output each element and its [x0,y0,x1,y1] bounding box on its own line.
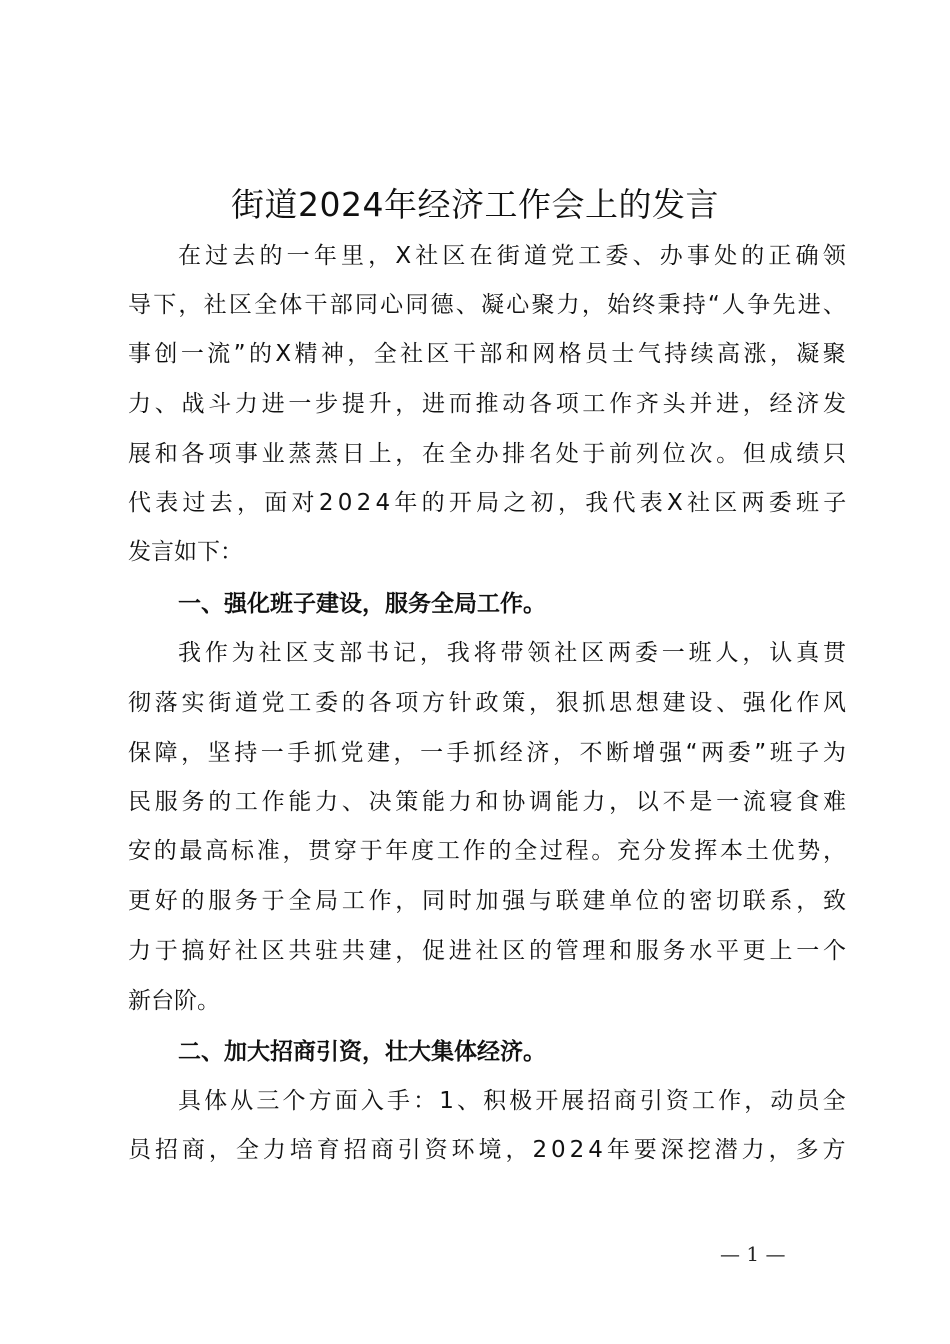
text-line: 更好的服务于全局工作，同时加强与联建单位的密切联系，致 [128,888,850,914]
document-title: 街道2024年经济工作会上的发言 [231,185,719,224]
text-line: 安的最高标准，贯穿于年度工作的全过程。充分发挥本土优势， [128,838,849,864]
text-line: 新台阶。 [128,988,220,1014]
text-line: 力、战斗力进一步提升，进而推动各项工作齐头并进，经济发 [128,391,850,417]
text-line: 民服务的工作能力、决策能力和协调能力，以不是一流寝食难 [128,789,850,815]
text-line: 力于搞好社区共驻共建，促进社区的管理和服务水平更上一个 [128,938,850,964]
text-line: 展和各项事业蒸蒸日上，在全办排名处于前列位次。但成绩只 [128,441,850,467]
text-line: 具体从三个方面入手：1、积极开展招商引资工作，动员全 [178,1088,849,1114]
section-heading-2: 二、加大招商引资，壮大集体经济。 [178,1039,546,1065]
text-line: 代表过去，面对2024年的开局之初，我代表X社区两委班子 [128,490,851,516]
text-line: 事创一流”的X精神，全社区干部和网格员士气持续高涨，凝聚 [128,341,850,367]
text-line: 保障，坚持一手抓党建，一手抓经济，不断增强“两委”班子为 [128,740,850,766]
text-line: 我作为社区支部书记，我将带领社区两委一班人，认真贯 [178,640,850,666]
page-number: — 1 — [720,1242,786,1266]
text-line: 在过去的一年里，X社区在街道党工委、办事处的正确领 [178,243,850,269]
text-line: 员招商，全力培育招商引资环境，2024年要深挖潜力，多方 [128,1137,850,1163]
section-heading-1: 一、强化班子建设，服务全局工作。 [178,591,546,617]
text-line: 发言如下： [128,539,243,565]
text-line: 导下，社区全体干部同心同德、凝心聚力，始终秉持“人争先进、 [128,292,849,318]
text-line: 彻落实街道党工委的各项方针政策，狠抓思想建设、强化作风 [128,690,850,716]
